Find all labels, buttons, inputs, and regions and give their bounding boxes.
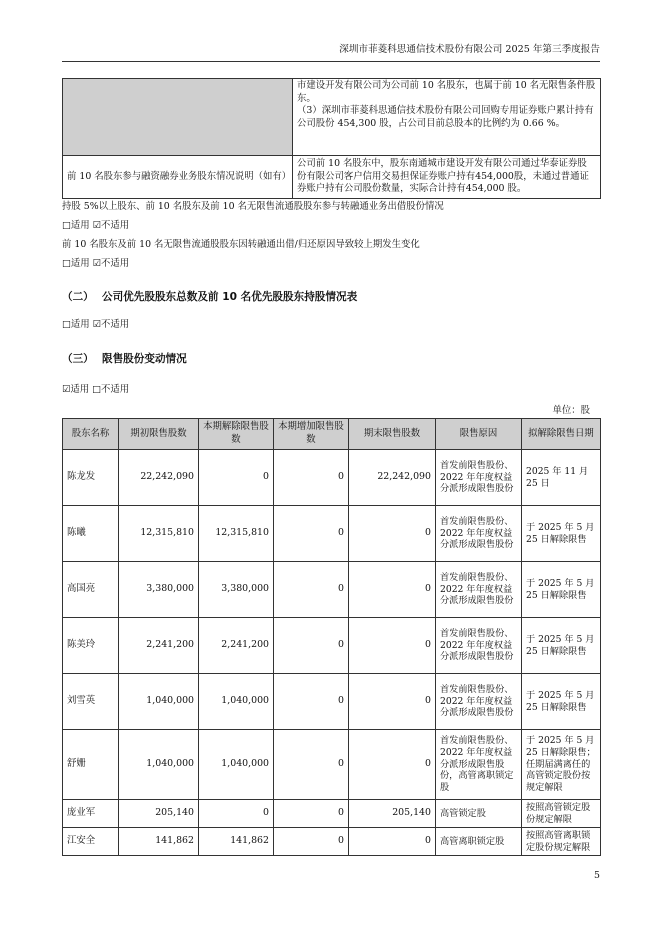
begin-shares: 22,242,090 (119, 450, 199, 506)
end-shares: 0 (349, 618, 436, 674)
section-heading (62, 352, 187, 366)
restriction-reason: 高管锁定股 (436, 800, 522, 828)
unit-label: 单位：股 (552, 405, 590, 416)
added-shares: 0 (274, 674, 349, 730)
note-line: 市建设开发有限公司为公司前 10 名股东，也属于前 10 名无限售条件股东。 (297, 80, 596, 104)
table-row (63, 674, 601, 730)
section-title: 限售股份变动情况 (102, 353, 187, 365)
added-shares: 0 (274, 618, 349, 674)
note-line: （3）深圳市菲菱科思通信技术股份有限公司回购专用证券账户累计持有公司股份 454,300 股，占公司目前总股本的比例约为 0.66 %。 (297, 105, 594, 130)
release-date: 2025 年 11 月 25 日 (522, 450, 601, 506)
table-row (63, 618, 601, 674)
restriction-reason: 首发前限售股份、2022 年年度权益分派形成限售股份 (436, 618, 522, 674)
page-number: 5 (594, 870, 600, 881)
applicability-option: □适用 ☑不适用 (62, 220, 130, 231)
shareholder-notes-table (62, 78, 601, 199)
begin-shares: 141,862 (119, 828, 199, 856)
shareholder-name: 舒姗 (63, 730, 119, 800)
applicability-option: ☑适用 □不适用 (62, 384, 130, 395)
table-header-row (63, 419, 601, 450)
section-number: （二） (62, 291, 94, 303)
released-shares: 12,315,810 (199, 506, 274, 562)
added-shares: 0 (274, 562, 349, 618)
column-header: 本期解除限售股数 (199, 419, 274, 450)
begin-shares: 12,315,810 (119, 506, 199, 562)
shareholder-name: 陈曦 (63, 506, 119, 562)
end-shares: 0 (349, 674, 436, 730)
table-cell (293, 79, 601, 156)
applicability-option: □适用 ☑不适用 (62, 258, 130, 269)
added-shares: 0 (274, 506, 349, 562)
column-header: 拟解除限售日期 (522, 419, 601, 450)
release-date: 于 2025 年 5 月 25 日解除限售 (522, 674, 601, 730)
restriction-reason: 高管离职锁定股 (436, 828, 522, 856)
applicability-option: □适用 ☑不适用 (62, 319, 130, 330)
begin-shares: 1,040,000 (119, 674, 199, 730)
restriction-reason: 首发前限售股份、2022 年年度权益分派形成限售股份 (436, 450, 522, 506)
shareholder-name: 高国亮 (63, 562, 119, 618)
table-row (63, 562, 601, 618)
paragraph: 持股 5%以上股东、前 10 名股东及前 10 名无限售流通股股东参与转融通业务出借股份情况 (62, 201, 444, 212)
table-row (63, 800, 601, 828)
shareholder-name: 陈美玲 (63, 618, 119, 674)
table-cell: 公司前 10 名股东中，股东南通城市建设开发有限公司通过华泰证券股份有限公司客户信用交易担保证券账户持有454,000股，未通过普通证券账户持有公司股份数量，实际合计持有454,000 股。 (293, 156, 601, 199)
paragraph: 前 10 名股东及前 10 名无限售流通股股东因转融通出借/归还原因导致较上期发生变化 (62, 239, 420, 250)
end-shares: 205,140 (349, 800, 436, 828)
released-shares: 0 (199, 800, 274, 828)
section-title: 公司优先股股东总数及前 10 名优先股股东持股情况表 (102, 291, 358, 303)
restriction-reason: 首发前限售股份、2022 年年度权益分派形成限售股份，高管离职锁定股 (436, 730, 522, 800)
added-shares: 0 (274, 450, 349, 506)
added-shares: 0 (274, 730, 349, 800)
column-header: 股东名称 (63, 419, 119, 450)
released-shares: 3,380,000 (199, 562, 274, 618)
column-header: 本期增加限售股数 (274, 419, 349, 450)
release-date: 按照高管离职锁定股份规定解限 (522, 828, 601, 856)
begin-shares: 3,380,000 (119, 562, 199, 618)
begin-shares: 2,241,200 (119, 618, 199, 674)
begin-shares: 1,040,000 (119, 730, 199, 800)
end-shares: 0 (349, 828, 436, 856)
shareholder-name: 陈龙发 (63, 450, 119, 506)
column-header: 期末限售股数 (349, 419, 436, 450)
table-cell-empty (63, 79, 293, 156)
added-shares: 0 (274, 800, 349, 828)
column-header: 限售原因 (436, 419, 522, 450)
table-row (63, 450, 601, 506)
table-row (63, 730, 601, 800)
release-date: 于 2025 年 5 月 25 日解除限售 (522, 506, 601, 562)
released-shares: 1,040,000 (199, 674, 274, 730)
page-header (62, 44, 600, 62)
restriction-reason: 首发前限售股份、2022 年年度权益分派形成限售股份 (436, 506, 522, 562)
released-shares: 2,241,200 (199, 618, 274, 674)
release-date: 于 2025 年 5 月 25 日解除限售；任期届满离任的高管锁定股份按规定解限 (522, 730, 601, 800)
release-date: 于 2025 年 5 月 25 日解除限售 (522, 618, 601, 674)
table-row (63, 828, 601, 856)
added-shares: 0 (274, 828, 349, 856)
shareholder-name: 庞业军 (63, 800, 119, 828)
section-heading (62, 290, 357, 304)
end-shares: 22,242,090 (349, 450, 436, 506)
end-shares: 0 (349, 562, 436, 618)
section-number: （三） (62, 353, 94, 365)
released-shares: 0 (199, 450, 274, 506)
released-shares: 1,040,000 (199, 730, 274, 800)
release-date: 于 2025 年 5 月 25 日解除限售 (522, 562, 601, 618)
shareholder-name: 刘雪英 (63, 674, 119, 730)
end-shares: 0 (349, 730, 436, 800)
released-shares: 141,862 (199, 828, 274, 856)
report-title: 深圳市菲菱科思通信技术股份有限公司 2025 年第三季度报告 (339, 44, 600, 55)
end-shares: 0 (349, 506, 436, 562)
begin-shares: 205,140 (119, 800, 199, 828)
restriction-reason: 首发前限售股份、2022 年年度权益分派形成限售股份 (436, 674, 522, 730)
restricted-shares-table (62, 418, 601, 856)
table-row (63, 79, 601, 156)
shareholder-name: 江安全 (63, 828, 119, 856)
table-cell-label: 前 10 名股东参与融资融券业务股东情况说明（如有） (63, 156, 293, 199)
column-header: 期初限售股数 (119, 419, 199, 450)
restriction-reason: 首发前限售股份、2022 年年度权益分派形成限售股份 (436, 562, 522, 618)
table-row (63, 506, 601, 562)
table-row (63, 156, 601, 199)
release-date: 按照高管锁定股份规定解限 (522, 800, 601, 828)
